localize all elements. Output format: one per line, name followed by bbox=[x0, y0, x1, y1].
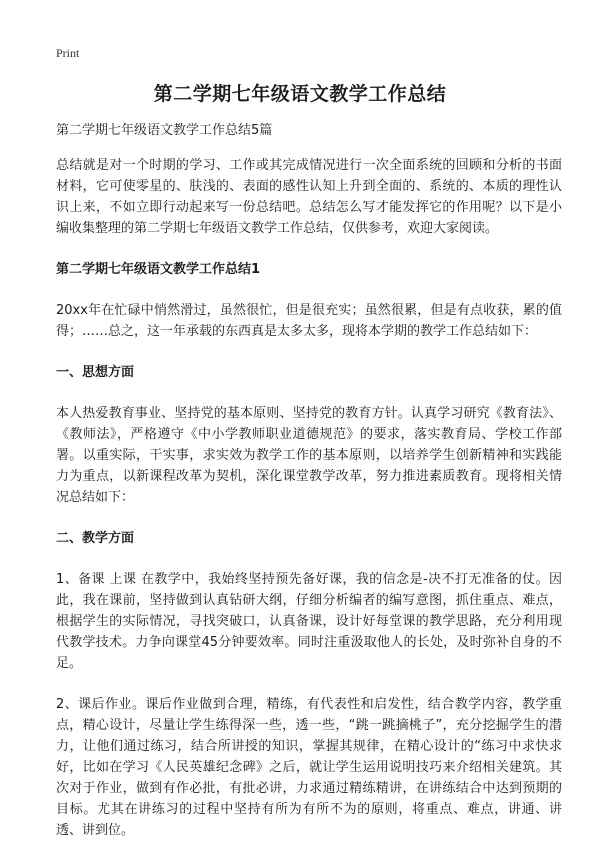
page-title: 第二学期七年级语文教学工作总结 bbox=[153, 83, 447, 105]
thought-paragraph: 本人热爱教育事业、坚持党的基本原则、坚持党的教育方针。认真学习研究《教育法》、《教师法》，严格遵守《中小学教师职业道德规范》的要求，落实教育局、学校工作部署。以重实际，干实事，求实效为教学工作的基本原则，以培养学生创新精神和实践能力为重点，以新课程改革为契机，深化课堂教学改革，努力推进素质教育。现将相关情况总结如下： bbox=[56, 406, 562, 505]
section-heading: 第二学期七年级语文教学工作总结1 bbox=[56, 262, 261, 277]
subsection-heading-teaching: 二、教学方面 bbox=[56, 531, 135, 546]
article-subtitle: 第二学期七年级语文教学工作总结5篇 bbox=[56, 123, 273, 138]
article-body bbox=[56, 120, 562, 861]
teaching-paragraph-1: 1、备课 上课 在教学中，我始终坚持预先备好课，我的信念是-决不打无准备的仗。因此，我在课前，坚持做到认真钻研大纲，仔细分析编者的编写意图，抓住重点、难点，根据学生的实际情况，寻找突破口，认真备课，设计好每堂课的教学思路，充分利用现代教学技术。力争向课堂45分钟要效率。同时注重汲取他人的长处，及时弥补自身的不足。 bbox=[56, 572, 562, 671]
subsection-heading-thought: 一、思想方面 bbox=[56, 365, 135, 380]
teaching-paragraph-2: 2、课后作业。课后作业做到合理，精练，有代表性和启发性，结合教学内容，教学重点，精心设计，尽量让学生练得深一些，透一些，“跳一跳摘桃子”，充分挖掘学生的潜力，让他们通过练习，结合所讲授的知识，掌握其规律，在精心设计的“练习中求快求好，比如在学习《人民英雄纪念碑》之后，就让学生运用说明技巧来介绍相关建筑。其次对于作业，做到有作必批，有批必讲，力求通过精练精讲，在讲练结合中达到预期的目标。尤其在讲练习的过程中坚持有所为有所不为的原则，将重点、难点，讲通、讲透、讲到位。 bbox=[56, 697, 562, 838]
section-intro-paragraph: 20xx年在忙碌中悄然滑过，虽然很忙，但是很充实；虽然很累，但是有点收获，累的值得；……总之，这一年承载的东西真是太多太多，现将本学期的教学工作总结如下： bbox=[56, 303, 562, 339]
print-link[interactable]: Print bbox=[56, 46, 80, 60]
intro-paragraph: 总结就是对一个时期的学习、工作或其完成情况进行一次全面系统的回顾和分析的书面材料，它可使零星的、肤浅的、表面的感性认知上升到全面的、系统的、本质的理性认识上来，不如立即行动起来写一份总结吧。总结怎么写才能发挥它的作用呢？以下是小编收集整理的第二学期七年级语文教学工作总结，仅供参考，欢迎大家阅读。 bbox=[56, 158, 562, 236]
